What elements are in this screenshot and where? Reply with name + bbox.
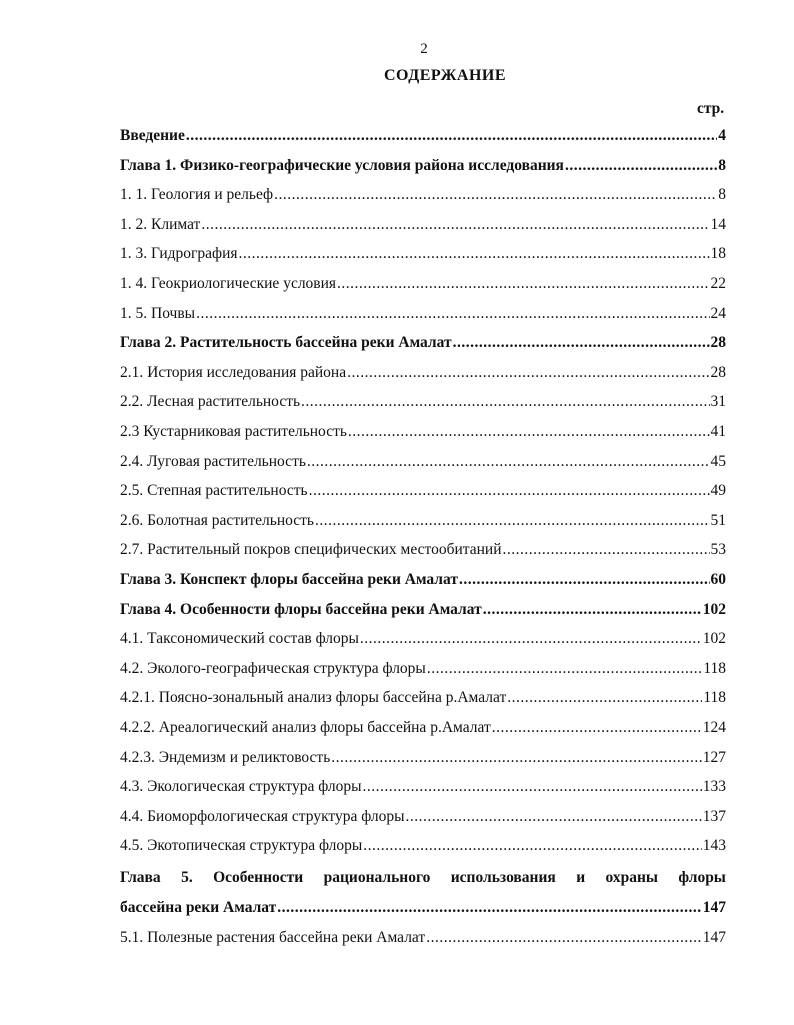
toc-entry[interactable] (120, 511, 726, 531)
toc-entry-label: бассейна реки Амалат (120, 899, 277, 916)
toc-entry-label: Глава 2. Растительность бассейна реки Амалат (120, 334, 452, 351)
toc-entry[interactable] (120, 304, 726, 324)
toc-entry[interactable] (120, 156, 726, 176)
dot-leader (363, 777, 702, 797)
toc-entry-label: 2.3 Кустарниковая растительность (120, 423, 347, 440)
toc-entry-page: 102 (702, 601, 726, 618)
toc-entry[interactable] (120, 570, 726, 590)
toc-entry[interactable] (120, 363, 726, 383)
toc-entry-label: 4.4. Биоморфологическая структура флоры (120, 808, 405, 825)
toc-entry-label: 1. 2. Климат (120, 216, 201, 233)
toc-entry[interactable] (120, 777, 726, 797)
toc-entry-label: 4.1. Таксономический состав флоры (120, 630, 359, 647)
toc-entry-label: 4.2.2. Ареалогический анализ флоры бассейна р.Амалат (120, 719, 491, 736)
dot-leader (347, 363, 709, 383)
toc-entry-page: 127 (702, 749, 726, 766)
toc-entry-label: 4.3. Экологическая структура флоры (120, 778, 362, 795)
toc-entry[interactable] (120, 422, 726, 442)
dot-leader (274, 185, 717, 205)
dot-leader (277, 898, 702, 918)
toc-entry[interactable] (120, 126, 726, 146)
toc-entry-page: 147 (702, 929, 726, 946)
toc-entry-page: 118 (703, 689, 726, 706)
chapter5-word: рационального (323, 869, 431, 886)
toc-entry[interactable] (120, 185, 726, 205)
toc-entry[interactable] (120, 244, 726, 264)
dot-leader (406, 807, 702, 827)
chapter5-word: Особенности (213, 869, 304, 886)
dot-leader (459, 570, 710, 590)
toc-entry-page: 45 (710, 453, 726, 470)
dot-leader (348, 422, 710, 442)
toc-entry-chapter5-line1[interactable] (120, 868, 726, 888)
dot-leader (565, 156, 717, 176)
toc-entry-page: 18 (710, 245, 726, 262)
toc-entry[interactable] (120, 836, 726, 856)
toc-entry[interactable] (120, 659, 726, 679)
toc-entry[interactable] (120, 540, 726, 560)
toc-entry-label: 2.6. Болотная растительность (120, 512, 314, 529)
toc-entry-label: 2.2. Лесная растительность (120, 393, 301, 410)
toc-entry[interactable] (120, 600, 726, 620)
toc-entry-label: 4.2. Эколого-географическая структура флоры (120, 660, 426, 677)
toc-entry[interactable] (120, 718, 726, 738)
toc-entry[interactable] (120, 481, 726, 501)
toc-entry-label: Введение (120, 127, 185, 144)
toc-entry[interactable] (120, 748, 726, 768)
toc-entry-page: 8 (718, 157, 726, 174)
toc-entry-label: 2.7. Растительный покров специфических местообитаний (120, 541, 502, 558)
chapter5-word: Глава (120, 869, 161, 886)
toc-entry-page: 49 (710, 482, 726, 499)
toc-entry-label: 5.1. Полезные растения бассейна реки Амалат (120, 929, 426, 946)
toc-entry-page: 60 (710, 571, 726, 588)
toc-entry[interactable] (120, 807, 726, 827)
toc-entry-label: 4.5. Экотопическая структура флоры (120, 837, 363, 854)
toc-entry-page: 4 (718, 127, 726, 144)
dot-leader (201, 215, 709, 235)
toc-entry-chapter5-line2[interactable] (120, 898, 726, 918)
toc-entry-page: 147 (702, 899, 726, 916)
page-title: СОДЕРЖАНИЕ (383, 67, 507, 84)
toc-entry-page: 118 (703, 660, 726, 677)
toc-entry[interactable] (120, 333, 726, 353)
chapter5-word: 5. (181, 869, 193, 886)
toc-entry-label: 1. 4. Геокриологические условия (120, 275, 337, 292)
toc-entry-page: 102 (702, 630, 726, 647)
toc-entry-page: 31 (710, 393, 726, 410)
dot-leader (502, 540, 709, 560)
toc-entry-label: 4.2.1. Поясно-зональный анализ флоры бассейна р.Амалат (120, 689, 507, 706)
dot-leader (507, 688, 702, 708)
toc-entry-label: 1. 3. Гидрография (120, 245, 238, 262)
toc-entry[interactable] (120, 688, 726, 708)
toc-entry[interactable] (120, 215, 726, 235)
toc-entry-label: Глава 1. Физико-географические условия района исследования (120, 157, 564, 174)
chapter5-word: флоры (678, 869, 726, 886)
toc-entry[interactable] (120, 452, 726, 472)
toc-entry-5-1[interactable] (120, 928, 726, 948)
dot-leader (239, 244, 710, 264)
toc-entry-label: 2.5. Степная растительность (120, 482, 308, 499)
dot-leader (301, 392, 709, 412)
toc-entry-page: 28 (710, 364, 726, 381)
toc-entry-label: Глава 3. Конспект флоры бассейна реки Амалат (120, 571, 458, 588)
dot-leader (453, 333, 710, 353)
chapter5-word: охраны (605, 869, 659, 886)
toc-entry-page: 24 (710, 305, 726, 322)
toc-entry[interactable] (120, 274, 726, 294)
dot-leader (337, 274, 709, 294)
toc-entry-page: 53 (710, 541, 726, 558)
toc-entry-page: 28 (710, 334, 726, 351)
toc-entry-page: 124 (702, 719, 726, 736)
toc-entry-label: 1. 5. Почвы (120, 305, 196, 322)
dot-leader (196, 304, 709, 324)
toc-entry[interactable] (120, 392, 726, 412)
toc-entry-label: 1. 1. Геология и рельеф (120, 186, 274, 203)
toc-entry-label: 2.1. История исследования района (120, 364, 347, 381)
dot-leader (360, 629, 702, 649)
page-number: 2 (420, 41, 428, 57)
dot-leader (363, 836, 701, 856)
dot-leader (331, 748, 701, 768)
chapter5-word: использования (450, 869, 556, 886)
toc-entry-page: 137 (702, 808, 726, 825)
toc-entry-page: 51 (710, 512, 726, 529)
dot-leader (186, 126, 717, 146)
dot-leader (309, 481, 710, 501)
toc-entry-page: 14 (710, 216, 726, 233)
toc-entry-label: Глава 4. Особенности флоры бассейна реки Амалат (120, 601, 482, 618)
toc-entry-page: 143 (702, 837, 726, 854)
chapter5-word: и (576, 869, 586, 886)
dot-leader (492, 718, 702, 738)
dot-leader (307, 452, 710, 472)
toc-entry[interactable] (120, 629, 726, 649)
toc-entry-page: 41 (710, 423, 726, 440)
pages-column-header: стр. (697, 100, 725, 117)
dot-leader (483, 600, 702, 620)
dot-leader (315, 511, 710, 531)
dot-leader (426, 928, 702, 948)
toc-entry-label: 4.2.3. Эндемизм и реликтовость (120, 749, 331, 766)
toc-entry-page: 133 (702, 778, 726, 795)
toc-entry-page: 8 (718, 186, 726, 203)
dot-leader (427, 659, 702, 679)
toc-entry-page: 22 (710, 275, 726, 292)
toc-entry-label: 2.4. Луговая растительность (120, 453, 306, 470)
